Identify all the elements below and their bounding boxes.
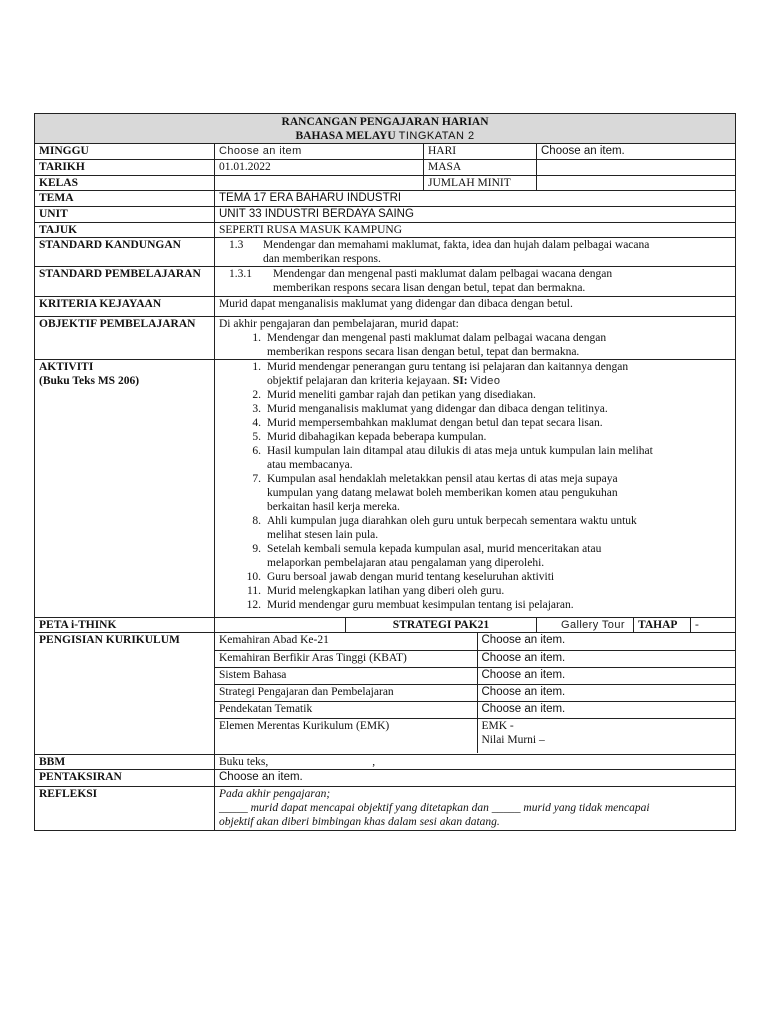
strategi-pak21-label: STRATEGI PAK21 xyxy=(346,618,537,633)
tajuk-label: TAJUK xyxy=(35,223,215,238)
kriteria-kejayaan-value: Murid dapat menganalisis maklumat yang didengar dan dibaca dengan betul. xyxy=(215,297,736,317)
strategi-pak21-dropdown[interactable]: Gallery Tour xyxy=(537,618,634,633)
table-row: Sistem Bahasa Choose an item. xyxy=(215,667,735,684)
standard-kandungan-label: STANDARD KANDUNGAN xyxy=(35,238,215,267)
jumlah-minit-field[interactable] xyxy=(537,176,736,191)
hari-label: HARI xyxy=(424,144,537,160)
header-level: TINGKATAN 2 xyxy=(398,130,475,142)
aktiviti-label: AKTIVITI (Buku Teks MS 206) xyxy=(35,360,215,618)
standard-kandungan-value xyxy=(215,238,736,267)
objektif-label: OBJEKTIF PEMBELAJARAN xyxy=(35,317,215,360)
tahap-cell xyxy=(634,618,736,633)
header-title: RANCANGAN PENGAJARAN HARIAN xyxy=(281,116,489,128)
kriteria-kejayaan-label: KRITERIA KEJAYAAN xyxy=(35,297,215,317)
table-row: Elemen Merentas Kurikulum (EMK) EMK - Nilai Murni – xyxy=(215,718,735,753)
hari-dropdown[interactable]: Choose an item. xyxy=(537,144,736,160)
tahap-label: TAHAP xyxy=(634,618,691,632)
list-item: 11. Murid melengkapkan latihan yang diberi oleh guru. xyxy=(247,585,505,597)
document-header xyxy=(35,114,736,144)
aktiviti-value xyxy=(215,360,736,618)
strategi-pdp-dropdown[interactable]: Choose an item. xyxy=(477,684,735,701)
lesson-plan-table xyxy=(34,113,736,831)
list-item: 2. Murid meneliti gambar rajah dan petikan yang disediakan. xyxy=(252,389,536,401)
unit-label: UNIT xyxy=(35,207,215,223)
list-item: 4. Murid mempersembahkan maklumat dengan betul dan tepat secara lisan. xyxy=(252,417,603,429)
sk-line2: dan memberikan respons. xyxy=(263,253,381,265)
list-item: 12. Murid mendengar guru membuat kesimpulan tentang isi pelajaran. xyxy=(246,599,574,611)
pendekatan-tematik-dropdown[interactable]: Choose an item. xyxy=(477,701,735,718)
sk-line1: Mendengar dan memahami maklumat, fakta, idea dan hujah dalam pelbagai wacana xyxy=(263,239,650,251)
aktiviti-sublabel: (Buku Teks MS 206) xyxy=(39,375,140,387)
tema-value: TEMA 17 ERA BAHARU INDUSTRI xyxy=(215,191,736,207)
list-item: 1. Murid mendengar penerangan guru tentang isi pelajaran dan kaitannya dengan objektif pelajaran dan kriteria kejayaan. SI: Video xyxy=(252,361,629,387)
tema-label: TEMA xyxy=(35,191,215,207)
pengisian-kurikulum-value xyxy=(215,633,736,755)
list-item: 10. Guru bersoal jawab dengan murid tentang keseluruhan aktiviti xyxy=(246,571,555,583)
aktiviti-list xyxy=(219,360,731,612)
standard-pembelajaran-label: STANDARD PEMBELAJARAN xyxy=(35,267,215,297)
table-row: Kemahiran Berfikir Aras Tinggi (KBAT) Choose an item. xyxy=(215,650,735,667)
table-row: Strategi Pengajaran dan Pembelajaran Choose an item. xyxy=(215,684,735,701)
emk-value xyxy=(477,718,735,753)
sp-line1: Mendengar dan mengenal pasti maklumat dalam pelbagai wacana dengan xyxy=(273,268,613,280)
si-label: SI: xyxy=(452,375,468,387)
standard-pembelajaran-value xyxy=(215,267,736,297)
bbm-value[interactable]: Buku teks, , xyxy=(215,755,736,770)
unit-value: UNIT 33 INDUSTRI BERDAYA SAING xyxy=(215,207,736,223)
masa-field[interactable] xyxy=(537,160,736,176)
emk-field[interactable]: EMK - xyxy=(481,719,514,732)
kelas-field[interactable] xyxy=(215,176,424,191)
pengisian-kurikulum-label: PENGISIAN KURIKULUM xyxy=(35,633,215,755)
pentaksiran-label: PENTAKSIRAN xyxy=(35,770,215,787)
objektif-list xyxy=(219,331,731,359)
refleksi-value[interactable]: Pada akhir pengajaran; _____ murid dapat mencapai objektif yang ditetapkan dan _____ murid yang tidak mencapai objektif akan diberi bimbingan khas dalam sesi akan datang. xyxy=(215,787,736,831)
si-dropdown[interactable]: Video xyxy=(470,375,501,387)
tahap-value[interactable]: - xyxy=(695,619,699,631)
table-row: Pendekatan Tematik Choose an item. xyxy=(215,701,735,718)
table-row: Kemahiran Abad Ke-21 Choose an item. xyxy=(215,633,735,650)
refleksi-label: REFLEKSI xyxy=(35,787,215,831)
kelas-label: KELAS xyxy=(35,176,215,191)
sk-number: 1.3 xyxy=(229,239,244,251)
list-item: 3. Murid menganalisis maklumat yang didengar dan dibaca dengan telitinya. xyxy=(252,403,608,415)
pengisian-table xyxy=(215,633,735,753)
list-item: 8. Ahli kumpulan juga diarahkan oleh guru untuk berpecah sementara waktu untuk melihat stesen lain pula. xyxy=(252,515,637,541)
list-item: 7. Kumpulan asal hendaklah meletakkan pensil atau kertas di atas meja supaya kumpulan yang datang melawat boleh memberikan komen atau pengukuhan berkaitan hasil kerja mereka. xyxy=(252,473,618,513)
minggu-dropdown[interactable]: Choose an item xyxy=(215,144,424,160)
sistem-bahasa-dropdown[interactable]: Choose an item. xyxy=(477,667,735,684)
jumlah-minit-label: JUMLAH MINIT xyxy=(424,176,537,191)
tajuk-value: SEPERTI RUSA MASUK KAMPUNG xyxy=(215,223,736,238)
list-item: 1. Mendengar dan mengenal pasti maklumat dalam pelbagai wacana dengan memberikan respons secara lisan dengan betul, tepat dan bermakna. xyxy=(252,332,607,358)
lesson-plan-sheet xyxy=(34,113,735,831)
list-item: 5. Murid dibahagikan kepada beberapa kumpulan. xyxy=(252,431,487,443)
peta-ithink-label: PETA i-THINK xyxy=(35,618,215,633)
sp-number: 1.3.1 xyxy=(229,268,252,280)
pentaksiran-dropdown[interactable]: Choose an item. xyxy=(215,770,736,787)
list-item: 6. Hasil kumpulan lain ditampal atau dilukis di atas meja untuk kumpulan lain melihat atau membacanya. xyxy=(252,445,653,471)
objektif-value xyxy=(215,317,736,360)
minggu-label: MINGGU xyxy=(35,144,215,160)
header-subject: BAHASA MELAYU xyxy=(295,130,396,142)
sp-line2: memberikan respons secara lisan dengan betul, tepat dan bermakna. xyxy=(273,282,586,294)
tarikh-label: TARIKH xyxy=(35,160,215,176)
list-item: 9. Setelah kembali semula kepada kumpulan asal, murid menceritakan atau melaporkan pembelajaran atau pengalaman yang diperolehi. xyxy=(252,543,602,569)
masa-label: MASA xyxy=(424,160,537,176)
nilai-murni-field[interactable]: Nilai Murni – xyxy=(481,733,545,746)
objektif-intro: Di akhir pengajaran dan pembelajaran, murid dapat: xyxy=(219,318,459,330)
peta-ithink-field[interactable] xyxy=(215,618,346,633)
kemahiran-abad-dropdown[interactable]: Choose an item. xyxy=(477,633,735,650)
kbat-dropdown[interactable]: Choose an item. xyxy=(477,650,735,667)
bbm-label: BBM xyxy=(35,755,215,770)
tarikh-date-field[interactable]: 01.01.2022 xyxy=(215,160,424,176)
